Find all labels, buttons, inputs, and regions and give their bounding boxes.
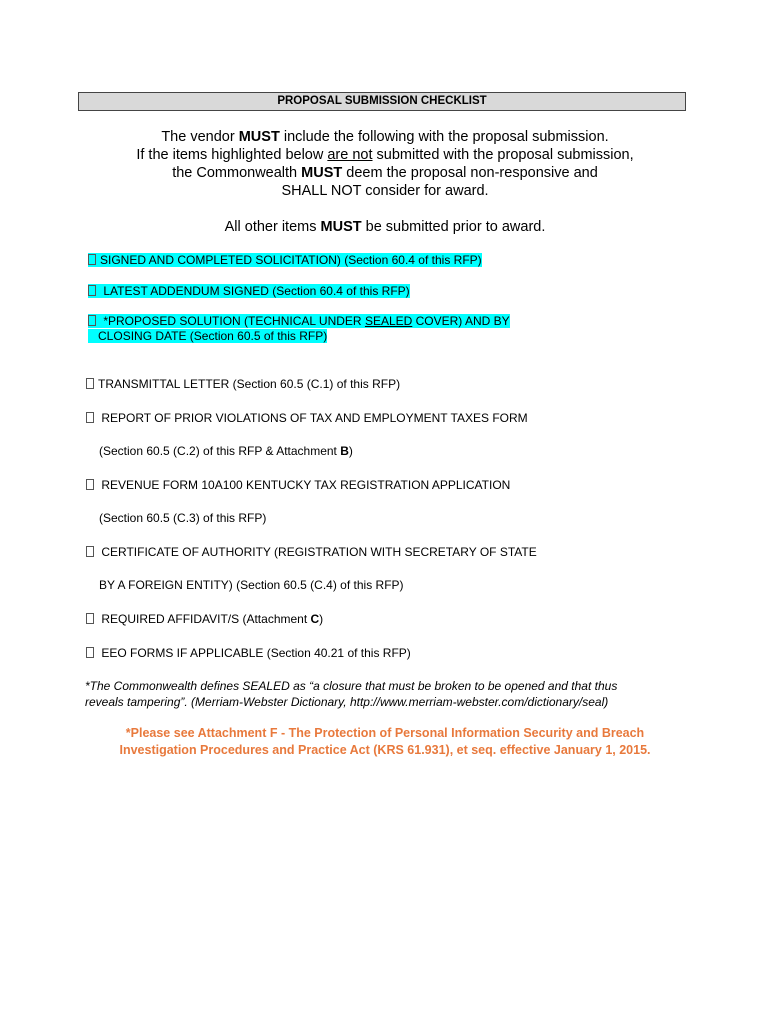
checklist-item-proposed-solution: *PROPOSED SOLUTION (TECHNICAL UNDER SEALED COVER) AND BY [88, 314, 510, 329]
note-line-1: *The Commonwealth defines SEALED as “a closure that must be broken to be opened and that thus [85, 679, 618, 693]
intro-block [80, 128, 690, 200]
note-line-2: reveals tampering”. (Merriam-Webster Dictionary, http://www.merriam-webster.com/dictionary/seal) [85, 695, 609, 709]
checkbox-icon[interactable] [86, 479, 94, 490]
checklist-item-violations-sub: (Section 60.5 (C.2) of this RFP & Attachment B) [99, 444, 353, 458]
checkbox-icon[interactable] [88, 285, 96, 296]
checkbox-icon[interactable] [86, 647, 94, 658]
checkbox-icon[interactable] [88, 315, 96, 326]
checkbox-icon[interactable] [86, 412, 94, 423]
checklist-item-certificate-sub: BY A FOREIGN ENTITY) (Section 60.5 (C.4) of this RFP) [99, 578, 404, 592]
checklist-item-violations: REPORT OF PRIOR VIOLATIONS OF TAX AND EMPLOYMENT TAXES FORM [86, 411, 528, 426]
attachment-notice [80, 725, 690, 759]
checklist-item-transmittal: TRANSMITTAL LETTER (Section 60.5 (C.1) of this RFP) [86, 377, 400, 392]
checklist-item-affidavit: REQUIRED AFFIDAVIT/S (Attachment C) [86, 612, 323, 627]
checklist-item-solicitation: SIGNED AND COMPLETED SOLICITATION) (Section 60.4 of this RFP) [88, 253, 482, 268]
attachment-line-1: *Please see Attachment F - The Protection of Personal Information Security and Breach [125, 726, 645, 740]
checklist-item-certificate: CERTIFICATE OF AUTHORITY (REGISTRATION WITH SECRETARY OF STATE [86, 545, 537, 560]
sealed-definition-note [85, 678, 685, 710]
attachment-line-2: Investigation Procedures and Practice Act (KRS 61.931), et seq. effective January 1, 2015. [119, 743, 651, 757]
intro-line-1: The vendor MUST include the following with the proposal submission. [161, 129, 609, 145]
intro-line-2: If the items highlighted below are not submitted with the proposal submission, [136, 147, 634, 163]
checklist-item-addendum: LATEST ADDENDUM SIGNED (Section 60.4 of this RFP) [88, 284, 410, 299]
checkbox-icon[interactable] [88, 254, 96, 265]
intro-line-3: the Commonwealth MUST deem the proposal non-responsive and [172, 165, 598, 181]
checkbox-icon[interactable] [86, 613, 94, 624]
checkbox-icon[interactable] [86, 546, 94, 557]
checklist-item-proposed-solution-cont: CLOSING DATE (Section 60.5 of this RFP) [88, 329, 327, 344]
intro-line-5: All other items MUST be submitted prior to award. [224, 219, 546, 235]
intro-line-4: SHALL NOT consider for award. [281, 183, 489, 199]
checklist-item-revenue-sub: (Section 60.5 (C.3) of this RFP) [99, 511, 267, 525]
page-title [78, 92, 686, 111]
checklist-item-revenue: REVENUE FORM 10A100 KENTUCKY TAX REGISTRATION APPLICATION [86, 478, 510, 493]
checklist-item-eeo: EEO FORMS IF APPLICABLE (Section 40.21 of this RFP) [86, 646, 411, 661]
page-title-text: PROPOSAL SUBMISSION CHECKLIST [277, 95, 487, 107]
checkbox-icon[interactable] [86, 378, 94, 389]
